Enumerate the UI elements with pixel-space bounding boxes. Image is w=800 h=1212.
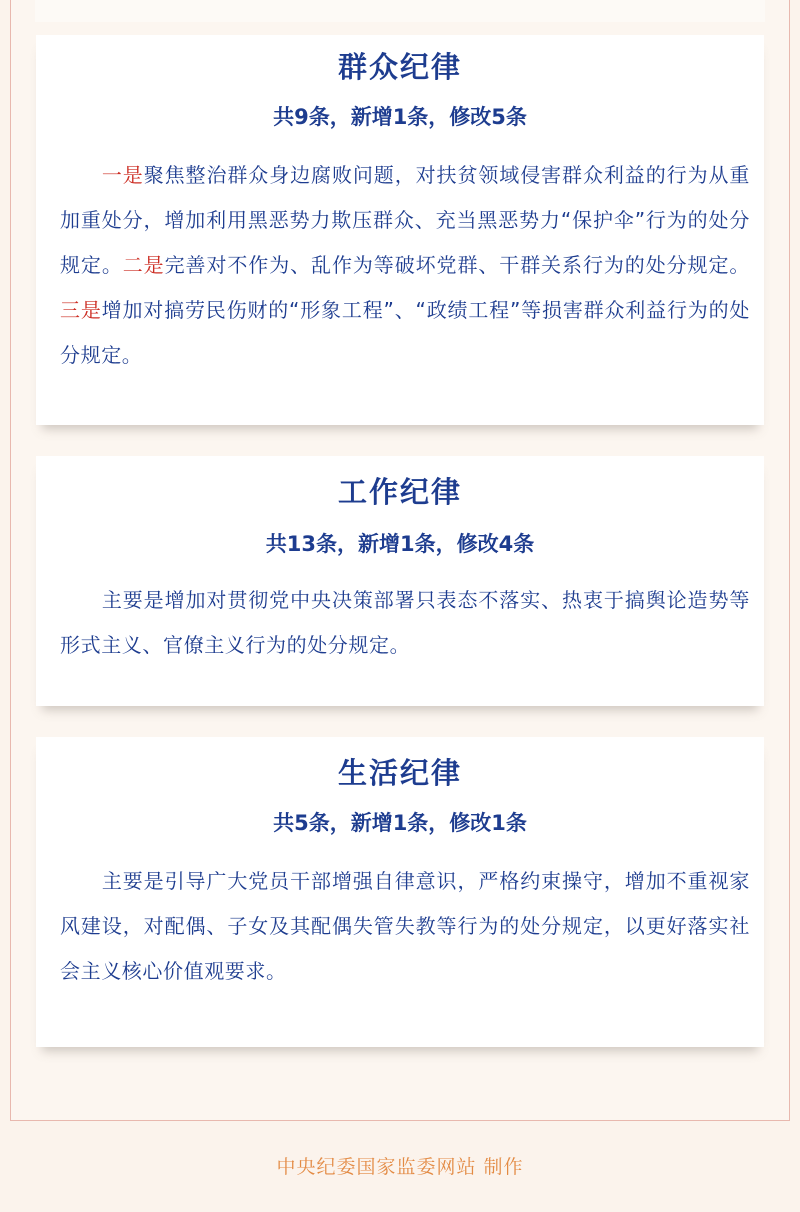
card-subtitle: 共13条，新增1条，修改4条 <box>265 532 535 556</box>
card-work-discipline <box>36 456 764 706</box>
highlight-label: 二是 <box>122 253 165 277</box>
footer-credit: 中央纪委国家监委网站 制作 <box>276 1156 524 1178</box>
body-segment: 聚焦整治群众身边腐败问题，对扶贫领域侵害群众利益的行为从重加重处分，增加利用黑恶势力欺压群众、充当黑恶势力“保护伞”行为的处分规定。 <box>60 163 751 277</box>
body-segment: 增加对搞劳民伤财的“形象工程”、“政绩工程”等损害群众利益行为的处分规定。 <box>60 298 751 367</box>
card-subtitle: 共5条，新增1条，修改1条 <box>273 811 527 835</box>
card-title: 工作纪律 <box>337 475 462 509</box>
highlight-label: 一是 <box>101 163 144 187</box>
card-title: 群众纪律 <box>337 50 462 84</box>
card-subtitle: 共9条，新增1条，修改5条 <box>273 105 527 129</box>
body-segment: 主要是增加对贯彻党中央决策部署只表态不落实、热衷于搞舆论造势等形式主义、官僚主义行为的处分规定。 <box>60 588 750 657</box>
body-segment: 完善对不作为、乱作为等破坏党群、干群关系行为的处分规定。 <box>164 253 750 277</box>
card-body <box>60 859 750 994</box>
body-segment: 主要是引导广大党员干部增强自律意识，严格约束操守，增加不重视家风建设，对配偶、子女及其配偶失管失教等行为的处分规定，以更好落实社会主义核心价值观要求。 <box>60 869 750 983</box>
card-mass-discipline <box>36 35 764 425</box>
card-body <box>60 153 750 378</box>
body-segment <box>60 163 102 187</box>
card-body <box>60 578 750 668</box>
card-life-discipline <box>36 737 764 1047</box>
card-title: 生活纪律 <box>337 756 462 790</box>
highlight-label: 三是 <box>60 298 102 322</box>
top-strip <box>35 0 765 22</box>
